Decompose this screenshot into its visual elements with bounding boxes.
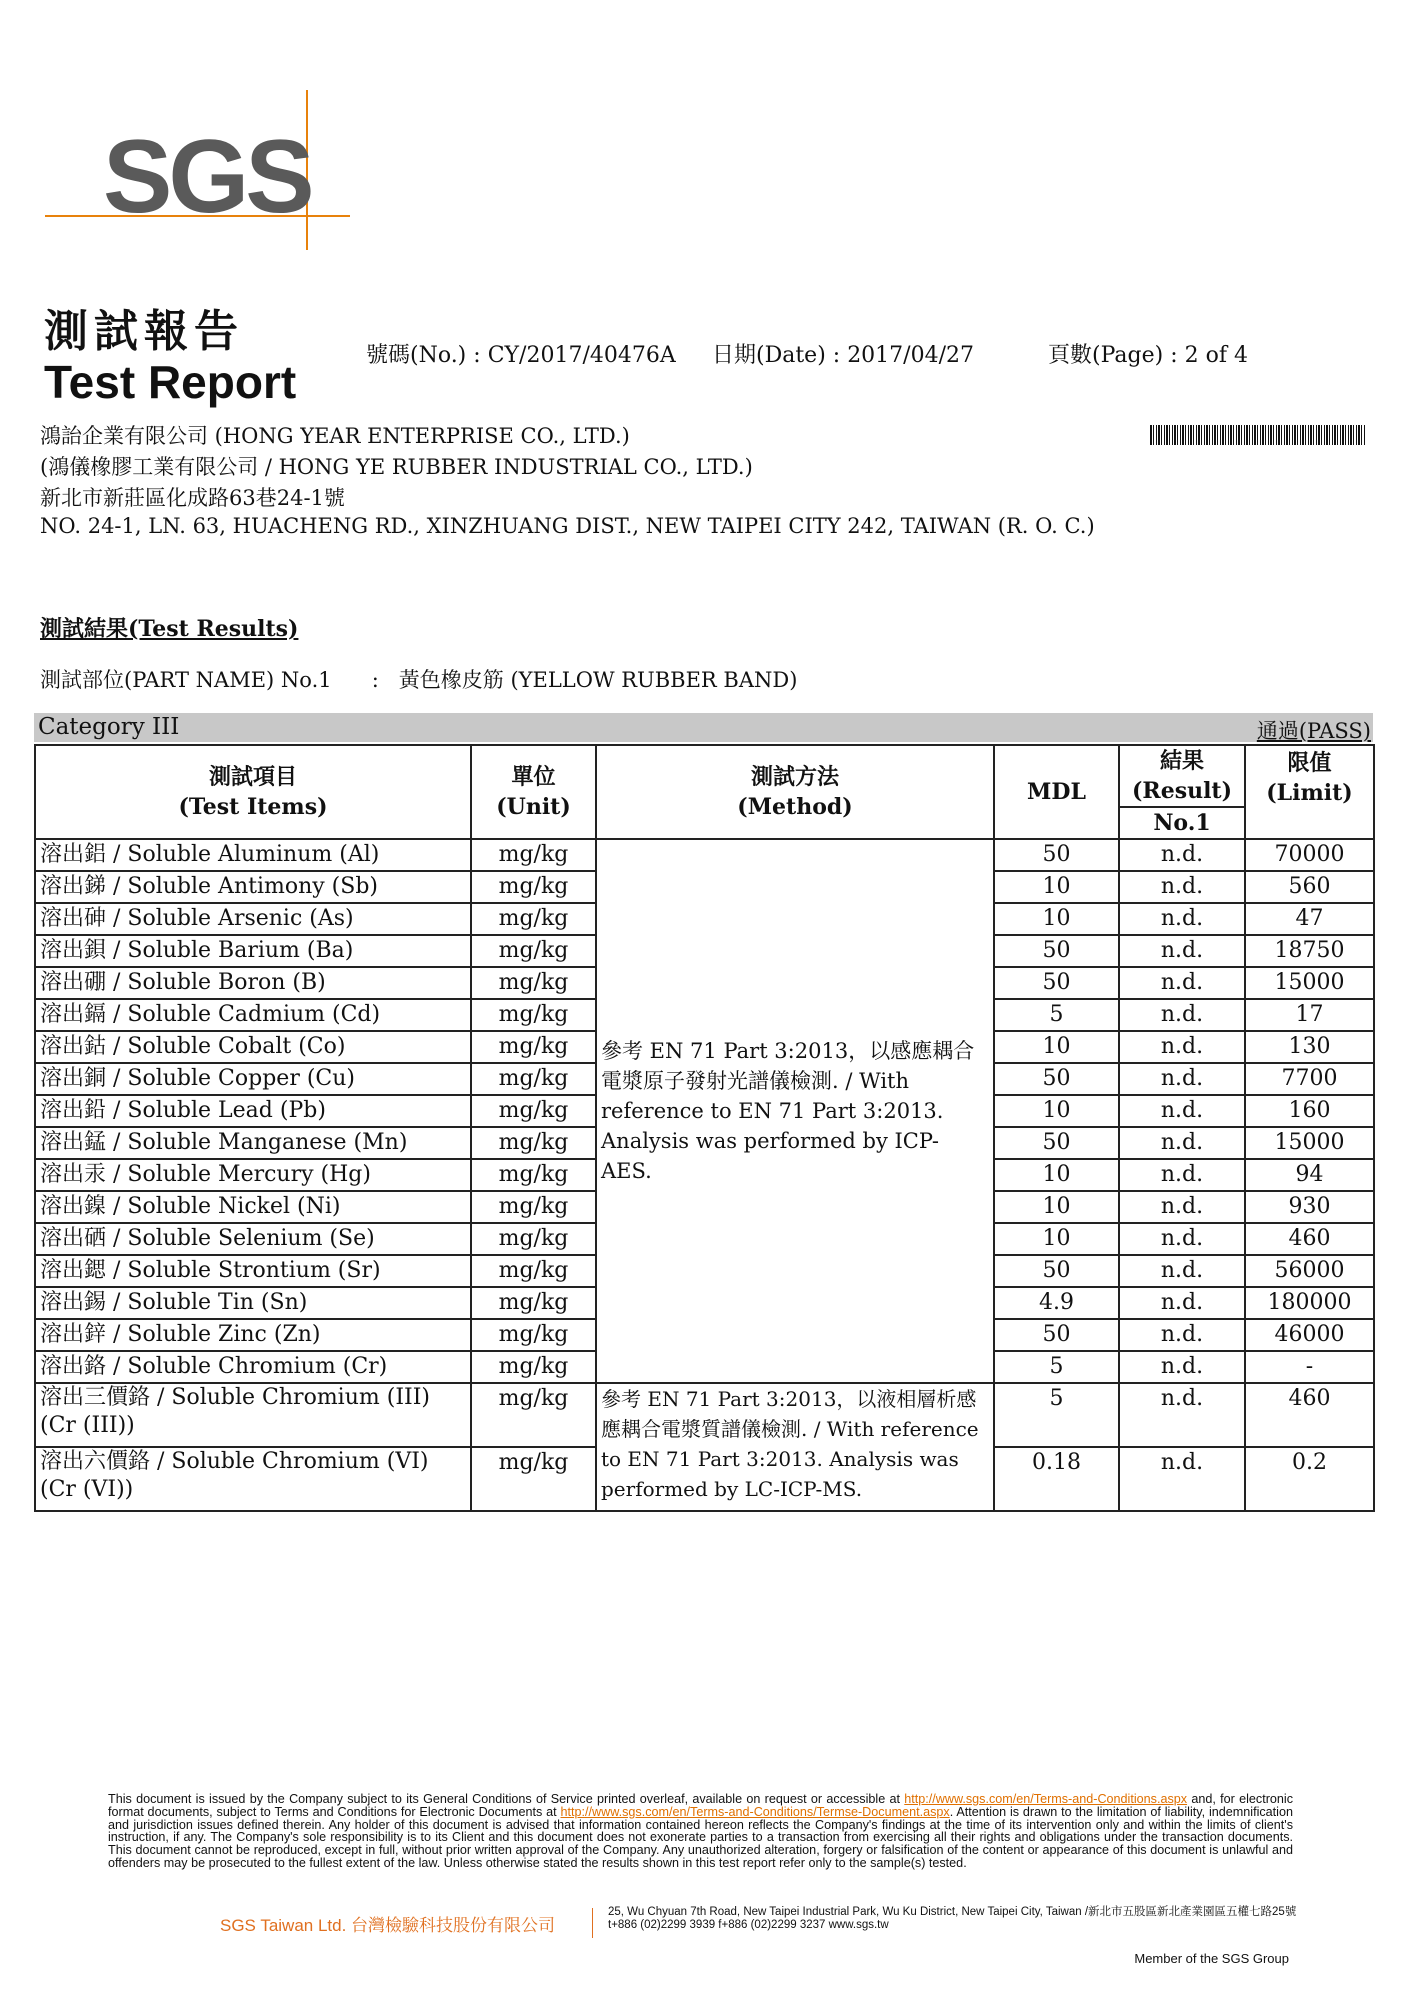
disclaimer-text-1: This document is issued by the Company subject to its General Conditions of Service printed overleaf, available on request or accessible at [108,1792,905,1806]
test-item: 溶出鉻 / Soluble Chromium (Cr) [35,1351,471,1383]
pass-verdict: 通過(PASS) [1256,719,1371,743]
terms-link[interactable]: http://www.sgs.com/en/Terms-and-Conditions.aspx [904,1792,1188,1806]
result: n.d. [1119,1255,1245,1287]
unit: mg/kg [471,1319,596,1351]
table-header-row [35,745,1374,807]
part-name-label: 測試部位(PART NAME) No.1 [40,668,332,692]
client-address-en: NO. 24-1, LN. 63, HUACHENG RD., XINZHUANG DIST., NEW TAIPEI CITY 242, TAIWAN (R. O. C.) [40,514,1095,538]
test-item: 溶出汞 / Soluble Mercury (Hg) [35,1159,471,1191]
report-date-label: 日期(Date) : [712,343,841,368]
test-item: 溶出三價鉻 / Soluble Chromium (III) (Cr (III)) [35,1383,471,1447]
result: n.d. [1119,935,1245,967]
test-item: 溶出鈷 / Soluble Cobalt (Co) [35,1031,471,1063]
mdl: 50 [994,935,1119,967]
page-number-value: 2 of 4 [1184,343,1248,368]
limit: 460 [1245,1223,1374,1255]
result: n.d. [1119,1319,1245,1351]
test-item: 溶出錫 / Soluble Tin (Sn) [35,1287,471,1319]
result: n.d. [1119,1191,1245,1223]
company-name: SGS Taiwan Ltd. 台灣檢驗科技股份有限公司 [220,1916,556,1935]
unit: mg/kg [471,967,596,999]
header-unit [471,745,596,839]
limit: 47 [1245,903,1374,935]
report-number-value: CY/2017/40476A [487,343,676,368]
page-number-label: 頁數(Page) : [1048,343,1178,368]
header-test-items [35,745,471,839]
svg-text:SGS: SGS [103,119,311,235]
mdl: 50 [994,1255,1119,1287]
limit: 560 [1245,871,1374,903]
result: n.d. [1119,1127,1245,1159]
report-date [712,338,974,369]
test-item: 溶出銻 / Soluble Antimony (Sb) [35,871,471,903]
report-title-cn: 測試報告 [44,306,244,357]
limit: 180000 [1245,1287,1374,1319]
mdl: 10 [994,1031,1119,1063]
limit: 15000 [1245,1127,1374,1159]
header-method [596,745,994,839]
disclaimer-text-2: and, for electronic format documents, subject to Terms and Conditions for Electronic Documents at [108,1792,1294,1819]
unit: mg/kg [471,1383,596,1447]
result: n.d. [1119,1223,1245,1255]
mdl: 50 [994,1063,1119,1095]
result: n.d. [1119,1351,1245,1383]
test-item: 溶出鋁 / Soluble Aluminum (Al) [35,839,471,871]
results-table [34,744,1375,1512]
unit: mg/kg [471,1223,596,1255]
limit: 15000 [1245,967,1374,999]
limit: 7700 [1245,1063,1374,1095]
member-note: Member of the SGS Group [1134,1951,1289,1966]
part-name-separator: : [371,668,379,692]
method-lc-icp-ms: 參考 EN 71 Part 3:2013，以液相層析感應耦合電漿質譜儀檢測. / With reference to EN 71 Part 3:2013. Analysis was performed by LC-ICP-MS. [596,1383,994,1511]
test-item: 溶出銅 / Soluble Copper (Cu) [35,1063,471,1095]
client-address-cn: 新北市新莊區化成路63巷24-1號 [40,486,345,510]
mdl: 10 [994,1159,1119,1191]
result: n.d. [1119,1287,1245,1319]
barcode [1150,425,1368,445]
header-test-items-cn: 測試項目 [208,764,297,790]
test-item: 溶出六價鉻 / Soluble Chromium (VI) (Cr (VI)) [35,1447,471,1511]
unit: mg/kg [471,903,596,935]
unit: mg/kg [471,1191,596,1223]
terms-e-document-link[interactable]: http://www.sgs.com/en/Terms-and-Conditions/Termse-Document.aspx [560,1804,950,1819]
limit: 94 [1245,1159,1374,1191]
unit: mg/kg [471,1031,596,1063]
test-item: 溶出鎘 / Soluble Cadmium (Cd) [35,999,471,1031]
header-result-cn: 結果 [1159,748,1204,774]
company-address-line: 25, Wu Chyuan 7th Road, New Taipei Industrial Park, Wu Ku District, New Taipei City, Taiwan /新北市五股區新北產業園區五權七路25號 [608,1906,1297,1918]
report-date-value: 2017/04/27 [847,343,974,368]
mdl: 10 [994,1095,1119,1127]
limit: 130 [1245,1031,1374,1063]
category-label: Category III [38,714,180,740]
result: n.d. [1119,1031,1245,1063]
client-name-alt: (鴻儀橡膠工業有限公司 / HONG YE RUBBER INDUSTRIAL CO., LTD.) [40,455,753,479]
legal-disclaimer [108,1793,1293,1870]
test-item: 溶出硒 / Soluble Selenium (Se) [35,1223,471,1255]
header-mdl: MDL [994,745,1119,839]
limit: 56000 [1245,1255,1374,1287]
unit: mg/kg [471,935,596,967]
result: n.d. [1119,1063,1245,1095]
result: n.d. [1119,1383,1245,1447]
mdl: 50 [994,967,1119,999]
unit: mg/kg [471,999,596,1031]
unit: mg/kg [471,871,596,903]
unit: mg/kg [471,1287,596,1319]
test-item: 溶出砷 / Soluble Arsenic (As) [35,903,471,935]
result: n.d. [1119,999,1245,1031]
mdl: 50 [994,839,1119,871]
results-body [35,839,1374,1511]
footer-divider [592,1908,593,1938]
limit: 70000 [1245,839,1374,871]
company-contact-line: t+886 (02)2299 3939 f+886 (02)2299 3237 www.sgs.tw [608,1918,889,1931]
header-unit-cn: 單位 [511,764,556,790]
header-unit-en: (Unit) [496,794,571,820]
limit: 18750 [1245,935,1374,967]
header-test-items-en: (Test Items) [178,794,328,820]
test-item: 溶出鉛 / Soluble Lead (Pb) [35,1095,471,1127]
unit: mg/kg [471,1159,596,1191]
mdl: 4.9 [994,1287,1119,1319]
mdl: 0.18 [994,1447,1119,1511]
limit: 930 [1245,1191,1374,1223]
test-item: 溶出鎳 / Soluble Nickel (Ni) [35,1191,471,1223]
limit: 460 [1245,1383,1374,1447]
limit: 160 [1245,1095,1374,1127]
test-item: 溶出鋇 / Soluble Barium (Ba) [35,935,471,967]
report-page-number [1048,338,1248,369]
header-limit-cn: 限值 [1287,750,1332,776]
section-title: 測試結果(Test Results) [40,616,299,642]
header-result-en: (Result) [1132,778,1232,804]
limit: 0.2 [1245,1447,1374,1511]
limit: 17 [1245,999,1374,1031]
limit: - [1245,1351,1374,1383]
client-name: 鴻詒企業有限公司 (HONG YEAR ENTERPRISE CO., LTD.) [40,424,630,448]
test-item: 溶出鋅 / Soluble Zinc (Zn) [35,1319,471,1351]
result: n.d. [1119,1159,1245,1191]
unit: mg/kg [471,1063,596,1095]
header-method-cn: 測試方法 [750,764,839,790]
unit: mg/kg [471,1095,596,1127]
result: n.d. [1119,903,1245,935]
mdl: 10 [994,1223,1119,1255]
company-address [608,1906,1296,1931]
header-result [1119,745,1245,807]
mdl: 50 [994,1319,1119,1351]
category-bar [34,713,1373,742]
mdl: 10 [994,871,1119,903]
mdl: 50 [994,1127,1119,1159]
result: n.d. [1119,967,1245,999]
unit: mg/kg [471,1255,596,1287]
table-row [35,839,1374,871]
report-number [366,338,676,369]
mdl: 5 [994,1351,1119,1383]
part-name-line [40,664,797,694]
mdl: 10 [994,903,1119,935]
limit: 46000 [1245,1319,1374,1351]
unit: mg/kg [471,1127,596,1159]
mdl: 10 [994,1191,1119,1223]
report-number-label: 號碼(No.) : [366,343,481,368]
unit: mg/kg [471,839,596,871]
unit: mg/kg [471,1447,596,1511]
result: n.d. [1119,1095,1245,1127]
report-title-en: Test Report [44,356,297,408]
method-icp-aes: 參考 EN 71 Part 3:2013，以感應耦合電漿原子發射光譜儀檢測. / With reference to EN 71 Part 3:2013. Analysis was performed by ICP-AES. [596,839,994,1383]
header-method-en: (Method) [737,794,853,820]
result: n.d. [1119,1447,1245,1511]
part-name-value: 黃色橡皮筋 (YELLOW RUBBER BAND) [398,668,798,692]
header-result-sample: No.1 [1119,807,1245,839]
test-item: 溶出錳 / Soluble Manganese (Mn) [35,1127,471,1159]
test-item: 溶出鍶 / Soluble Strontium (Sr) [35,1255,471,1287]
result: n.d. [1119,839,1245,871]
sgs-logo [45,90,355,250]
test-item: 溶出硼 / Soluble Boron (B) [35,967,471,999]
result: n.d. [1119,871,1245,903]
mdl: 5 [994,1383,1119,1447]
unit: mg/kg [471,1351,596,1383]
mdl: 5 [994,999,1119,1031]
header-limit [1245,745,1374,839]
disclaimer-text-3: . Attention is drawn to the limitation of liability, indemnification and jurisdiction issues defined therein. Any holder of this document is advised that information contained hereon reflects the Company's findings at the time of its intervention only and within the limits of client's instruction, if any. The Company's sole responsibility is to its Client and this document does not exonerate parties to a transaction from exercising all their rights and obligations under the transaction documents. This document cannot be reproduced, except in full, without prior written approval of the Company. Any unauthorized alteration, forgery or falsification of the content or appearance of this document is unlawful and offenders may be prosecuted to the fullest extent of the law. Unless otherwise stated the results shown in this test report refer only to the sample(s) tested. [108,1804,1293,1870]
table-row [35,1383,1374,1447]
header-limit-en: (Limit) [1266,780,1353,806]
